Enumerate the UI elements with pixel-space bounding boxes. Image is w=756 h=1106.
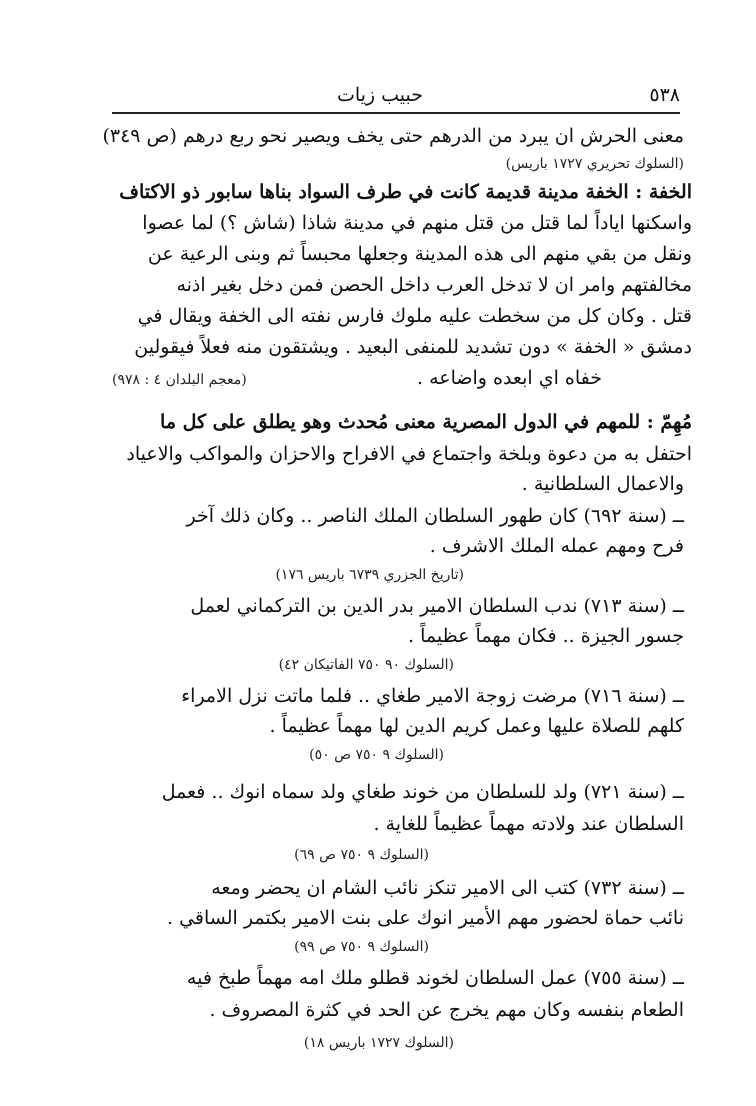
text-line: والاعمال السلطانية .: [521, 473, 684, 495]
text-line: مخالفتهم وامر ان لا تدخل العرب داخل الحصن فمن دخل بغير اذنه: [176, 274, 692, 296]
entry-year-713: [112, 594, 684, 680]
text-line: الطعام بنفسه وكان مهم يخرج عن الحد في كثرة المصروف .: [209, 999, 684, 1021]
citation: (السلوك ١٧٢٧ باريس ١٨): [303, 1035, 454, 1051]
text-line: كلهم للصلاة عليها وعمل كريم الدين لها مهماً عظيماً .: [269, 715, 684, 737]
citation: (السلوك ٩ ٧٥٠ ص ٦٩): [294, 847, 429, 863]
text-line: فرح ومهم عمله الملك الاشرف .: [429, 535, 684, 557]
entry-khaffa: [112, 180, 692, 405]
citation: (السلوك تحريري ١٧٢٧ باريس): [505, 156, 684, 172]
text-line: ونقل من بقي منهم الى هذه المدينة وجعلها محبساً ثم وبنى الرعية عن: [147, 243, 692, 265]
citation: (تاريخ الجزري ٦٧٣٩ باريس ١٧٦): [275, 567, 464, 583]
citation: (معجم البلدان ٤ : ٩٧٨): [112, 372, 247, 388]
citation: (السلوك ٩ ٧٥٠ ص ٥٠): [309, 747, 444, 763]
text-line: ــ (سنة ٧٥٥) عمل السلطان لخوند قطلو ملك امه مهماً طبخ فيه: [186, 967, 684, 989]
text-line: جسور الجيزة .. فكان مهماً عظيماً .: [407, 625, 684, 647]
entry-year-755: [112, 966, 684, 1056]
text-line: ــ (سنة ٧٢١) ولد للسلطان من خوند طغاي ولد سماه انوك .. فعمل: [161, 781, 684, 803]
text-line: دمشق « الخفة » دون تشديد للمنفى البعيد . ويشتقون منه فعلاً فيقولين: [134, 336, 692, 358]
text-line: السلطان عند ولادته مهماً عظيماً للغاية .: [373, 813, 684, 835]
citation: (السلوك ٩ ٧٥٠ ص ٩٩): [294, 939, 429, 955]
text-block-hirsh: [102, 124, 684, 180]
header-rule: [112, 112, 680, 114]
entry-year-721: [112, 780, 684, 870]
text-line: ــ (سنة ٧١٣) ندب السلطان الامير بدر الدين بن التركماني لعمل: [190, 595, 684, 617]
entry-year-732: [112, 876, 684, 962]
entry-muhimm: [112, 410, 692, 500]
text-line: احتفل به من دعوة وبلخة واجتماع في الافراح والاحزان والمواكب والاعياد: [126, 443, 692, 465]
text-line: نائب حماة لحضور مهم الأمير انوك على بنت الامير بكتمر الساقي .: [167, 907, 684, 929]
entry-year-692: [112, 504, 684, 590]
text-line: ــ (سنة ٦٩٢) كان طهور السلطان الملك الناصر .. وكان ذلك آخر: [186, 505, 684, 527]
text-line: واسكنها اياداً لما قتل من قتل منهم في مدينة شاذا (شاش ؟) لما عصوا: [142, 212, 692, 234]
page-number: ٥٣٨: [649, 84, 680, 106]
text-line: الخفة : الخفة مدينة قديمة كانت في طرف السواد بناها سابور ذو الاكتاف: [119, 181, 692, 203]
text-line: مُهِمّ : للمهم في الدول المصرية معنى مُحدث وهو يطلق على كل ما: [160, 411, 692, 433]
citation: (السلوك ٩٠ ٧٥٠ الفاتيكان ٤٢): [278, 657, 454, 673]
text-line: قتل . وكان كل من سخطت عليه ملوك فارس نفته الى الخفة ويقال في: [137, 305, 692, 327]
running-title: حبيب زيات: [336, 84, 424, 106]
text-line: خفاه اي ابعده واضاعه .: [416, 367, 602, 389]
text-line: ــ (سنة ٧٣٢) كتب الى الامير تنكز نائب الشام ان يحضر ومعه: [211, 877, 684, 899]
text-line: معنى الحرش ان يبرد من الدرهم حتى يخف ويصير نحو ربع درهم (ص ٣٤٩): [102, 125, 684, 147]
entry-year-716: [112, 684, 684, 770]
text-line: ــ (سنة ٧١٦) مرضت زوجة الامير طغاي .. فلما ماتت نزل الامراء: [181, 685, 684, 707]
